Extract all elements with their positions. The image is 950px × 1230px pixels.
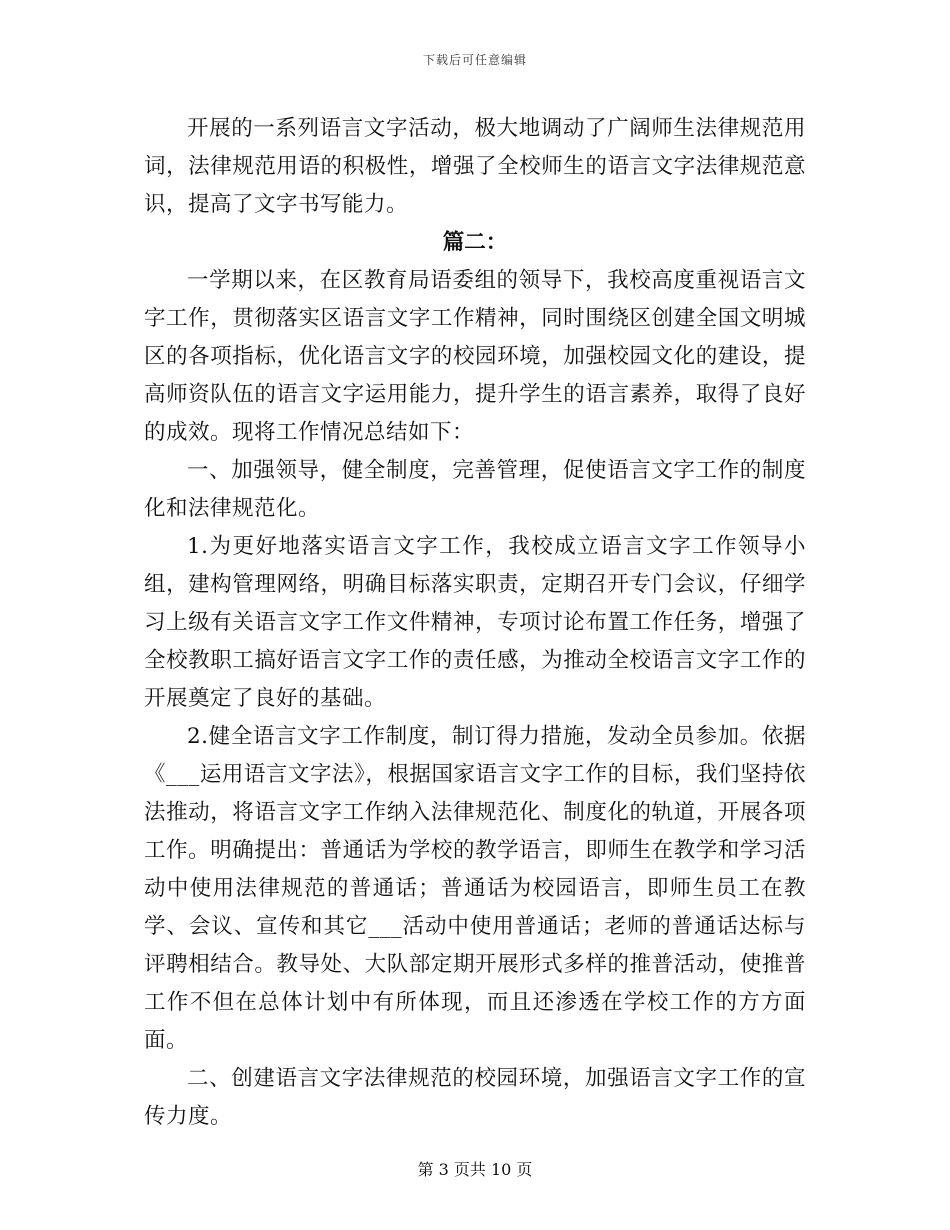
paragraph-intro: 一学期以来，在区教育局语委组的领导下，我校高度重视语言文字工作，贯彻落实区语言文字工作精神，同时围绕区创建全国文明城区的各项指标，优化语言文字的校园环境，加强校园文化的建设，提高师资队伍的语言文字运用能力，提升学生的语言素养，取得了良好的成效。现将工作情况总结如下： [144, 268, 806, 445]
paragraph-item-one: 1.为更好地落实语言文字工作，我校成立语言文字工作领导小组，建构管理网络，明确目标落实职责，定期召开专门会议，仔细学习上级有关语言文字工作文件精神，专项讨论布置工作任务，增强了全校教职工搞好语言文字工作的责任感，为推动全校语言文字工作的开展奠定了良好的基础。 [144, 534, 806, 711]
document-body [144, 110, 806, 1136]
page-header: 下载后可任意编辑 [422, 53, 527, 67]
paragraph-section-one: 一、加强领导，健全制度，完善管理，促使语言文字工作的制度化和法律规范化。 [144, 458, 806, 521]
paragraph-item-two: 2.健全语言文字工作制度，制订得力措施，发动全员参加。依据《___运用语言文字法》，根据国家语言文字工作的目标，我们坚持依法推动，将语言文字工作纳入法律规范化、制度化的轨道，开展各项工作。明确提出：普通话为学校的教学语言，即师生在教学和学习活动中使用法律规范的普通话；普通话为校园语言，即师生员工在教学、会议、宣传和其它___活动中使用普通话；老师的普通话达标与评聘相结合。教导处、大队部定期开展形式多样的推普活动，使推普工作不但在总体计划中有所体现，而且还渗透在学校工作的方方面面。 [144, 724, 806, 1053]
paragraph-continuation: 开展的一系列语言文字活动，极大地调动了广阔师生法律规范用词，法律规范用语的积极性，增强了全校师生的语言文字法律规范意识，提高了文字书写能力。 [144, 116, 806, 217]
page-footer: 第 3 页共 10 页 [417, 1160, 533, 1179]
section-heading: 篇二： [442, 230, 508, 255]
paragraph-section-two: 二、创建语言文字法律规范的校园环境，加强语言文字工作的宣传力度。 [144, 1066, 806, 1129]
